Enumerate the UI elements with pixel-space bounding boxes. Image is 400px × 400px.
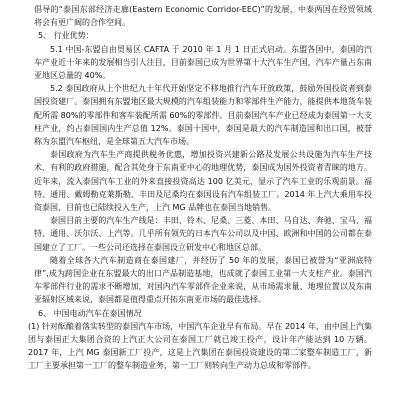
paragraph-5-2: 5.2 泰国政府从上个世纪九十年代开始坚定不移地推行汽车开放政策，鼓励外国投资者到泰国投资建厂。泰国拥有东盟地区最大规模的汽车组装能力和零部件生产能力，能提供本地货车装配所需 80%的零部件和客车装配所需 60%的零部件。目前泰国汽车产业已经成为泰国第一大支柱产业，约占泰国国内生产总值 12%。泰国十国中，泰国是最大的汽车制造国和出口国，被誉称为东盟汽车枢纽，是全球第五大汽车市场。 — [34, 84, 372, 147]
paragraph-5-2-investment: 泰国政府为汽车生产商提供税务优惠，增加投资兴建新公路及发展公共设施为汽车生产技术、有利的政府措施，配合其处身于东南亚中心的地理优势，泰国成为国外投资者青睐的地方。近年来，流入泰国汽车工业的外来直接投资高达 100 亿美元，显示了汽车工业的乐观前景。福特、通用、戴姆勒克莱斯勒、丰田及尼桑均在泰国设有汽车组装工厂。2014 年上汽大乘用车投资泰国，目前也已陆续投入生产，上汽 MG 品牌也在泰国当地销售。 — [34, 150, 372, 213]
paragraph-6-1: (1) 针对酝酿着落实转型的泰国汽车市场，中国汽车企业早有布局。早在 2014 年，由中国上汽集团与泰国正大集团合资的上汽正大公司在泰国工厂就已竣工投产，设计年产能达到 10 万辆。2017 年，上汽 MG 泰国新工厂投产，这是上汽集团在泰国投资建设的第二家整车制造工厂，新工厂主要承担第一工厂的整车制造业务，第一工厂则转向生产动力总成和零部件。 — [28, 321, 372, 371]
intro-paragraph: 倡导的“泰国东部经济走廊(Eastern Economic Corridor-EEC)”的发展，中泰两国在经贸领域将会有更广阔的合作空间。 — [34, 5, 372, 28]
paragraph-5-2-detroit: 随着全球各大汽车制造商在泰国建厂，并经历了 50 年的发展，泰国已被誉为“亚洲底特律”,成为跨国企业在东盟最大的出口产品制造基地，也成就了泰国工业第一大支柱产业。泰国汽车零部件行业的需求不断增加，对国内汽车零部件企业来说，从市场需求量、地理位置以及东南亚辐射区域来说，泰国都是值得重点开拓东南亚市场的最佳选择。 — [34, 255, 372, 305]
paragraph-5-1: 5.1 中国-东盟自由贸易区 CAFTA 于 2010 年 1 月 1 日正式启动。东盟各国中，泰国的汽车产业近十年来的发展相当引人注目，目前泰国已成为世界第十大汽车生产国，汽车产量占东南亚地区总量的 40%。 — [34, 44, 372, 81]
paragraph-5-2-brands: 泰国目前主要的汽车生产线是：丰田、铃木、尼桑、三菱、本田、马自达、奔驰、宝马、福特、通用、沃尔沃、上汽等。几乎所有领先的日本汽车公司以及中国、欧洲和中国的公司都在泰国建立了工厂。一些公司还选择在泰国设立研发中心和地区总部。 — [34, 216, 372, 252]
section-5-heading: 5、 行业优势： — [38, 31, 94, 41]
section-6-heading: 6、 中国电动汽车在泰国情况 — [38, 308, 142, 318]
